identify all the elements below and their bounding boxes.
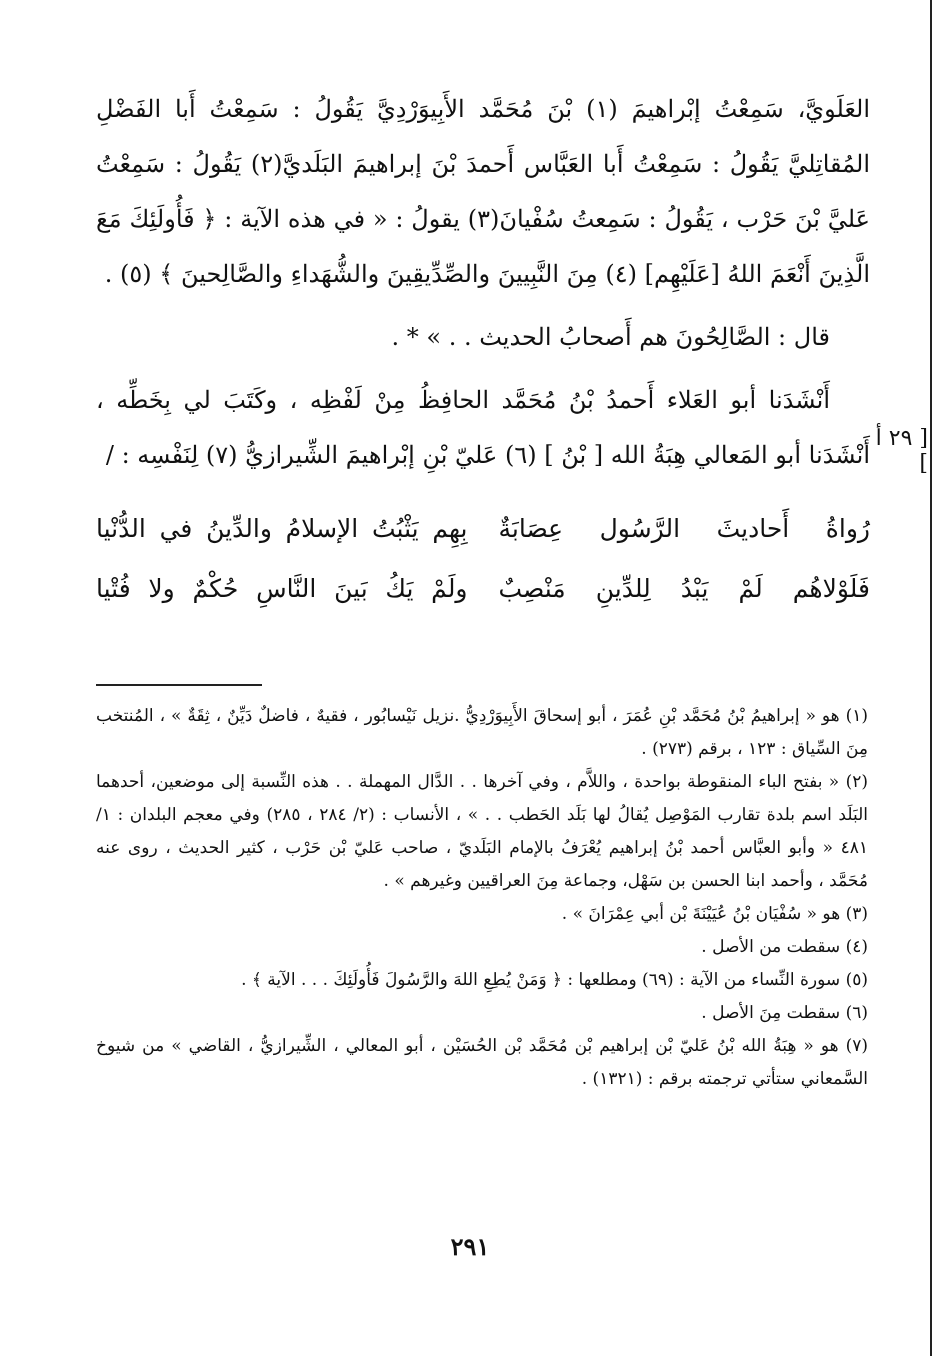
main-paragraph: قال : الصَّالِحُونَ هم أَصحابُ الحديث . . » * . [391,323,830,351]
footnote: (١) هو « إبراهيمُ بْنُ مُحَمَّد بْنِ عُمَرَ ، أبو إسحاقَ الأَبِيوَرْدِيُّ .نزيل نَيْسابُور ، فقيهٌ ، فاضلٌ دَيِّنٌ ، ثِقَةٌ » ، المُنتخب مِنَ السِّياق : ١٢٣ ، برقم (٢٧٣) . [96,706,868,759]
verse-first-hemistich: رُواةُ أَحاديثَ الرَّسُول عِصَابَةٌ [498,513,870,543]
footnotes [96,700,868,1096]
verse-second-hemistich: بِهِم يَثْبُتُ الإسلامُ والدِّينُ في الدُّنْيا [96,513,468,543]
footnote: (٤) سقطت من الأصل . [701,937,868,957]
poem-verse [96,558,870,618]
footnote: (٥) سورة النِّساء من الآية : (٦٩) ومطلعها : ﴿ وَمَنْ يُطِعِ اللهَ والرَّسُولَ فَأُولَئِكَ . . . الآية ﴾ . [241,970,868,990]
main-paragraph: العَلَويَّ، سَمِعْتُ إبْراهيمَ (١) بْنَ مُحَمَّد الأَبِيوَرْدِيَّ يَقُولُ : سَمِعْتُ أَبا الفَضْلِ المُقاتِليَّ يَقُولُ : سَمِعْتُ أَبا العَبَّاس أَحمدَ بْنَ إبراهيمَ البَلَديَّ(٢) يَقُولُ : سَمِعْتُ عَليَّ بْنَ حَرْب ، يَقُولُ : سَمِعتُ سُفْيانَ(٣) يقولُ : « في هذه الآية : ﴿ فَأُولَئِكَ مَعَ الَّذِينَ أَنْعَمَ اللهُ [عَلَيْهِم] (٤) مِنَ النَّبِيينَ والصِّدِّيقِينَ والشُّهَداءِ والصَّالِحينَ ﴾ (٥) . [96,95,870,288]
footnote: (٧) هو « هِبَةُ الله بْنُ عَليّ بْن إبراهيم بْن مُحَمَّد بْن الحُسَيْن ، أبو المعالي ، الشِّيرازيُّ ، القاضي » من شيوخ السَّمعاني ستأتي ترجمته برقم : (١٣٢١) . [96,1036,868,1089]
footnote-separator [96,684,262,686]
manuscript-folio-note: [ ٢٩ أ ] [875,426,928,476]
poem [96,498,870,618]
verse-second-hemistich: ولَمْ يَكُ بَينَ النَّاسِ حُكْمٌ ولا فُتْيا [96,573,468,603]
poem-verse [96,498,870,558]
verse-first-hemistich: فَلَوْلاهُم لَمْ يَبْدُ لِلدِّينِ مَنْصِبٌ [498,573,870,603]
main-text [96,82,870,483]
footnote: (٢) « بفتح الباء المنقوطة بواحدة ، واللاَّم ، وفي آخرها . . الدَّال المهملة . . هذه النِّسبة إلى موضعين، أحدهما البَلَد اسم بلدة تقارب المَوْصِل يُقالُ لها بَلَد الحَطب . . » ، الأنساب : (٢/ ٢٨٤ ، ٢٨٥) وفي معجم البلدان : ١/ ٤٨١ « وأبو العبَّاس أحمد بْنُ إبراهيم يُعْرَفُ بالإمام البَلَديّ ، صاحب عَليّ بْن حَرْب ، كثير الحديث ، روى عنه مُحَمَّد ، وأحمد ابنا الحسن بن سَهْل، وجماعة مِنَ العراقيين وغيرهم » . [96,772,868,891]
page-number: ٢٩١ [450,1232,490,1261]
footnote: (٦) سقطت مِنَ الأصل . [701,1003,868,1023]
page-edge-rule [930,0,932,1356]
main-paragraph: أَنْشَدَنا أبو العَلاء أَحمدُ بْنُ مُحَمَّد الحافِظُ مِنْ لَفْظِه ، وكَتَبَ لي بِخَطِّه ، أَنْشَدَنا أبو المَعالي هِبَةُ الله [ بْنُ ] (٦) عَليّ بْنِ إبْراهيمَ الشِّيرازيُّ (٧) لِنَفْسِه : / [96,386,870,469]
footnote: (٣) هو « سُفْيَان بْنُ عُيَيْنَةَ بْن أبي عِمْرَانَ » . [561,904,868,924]
